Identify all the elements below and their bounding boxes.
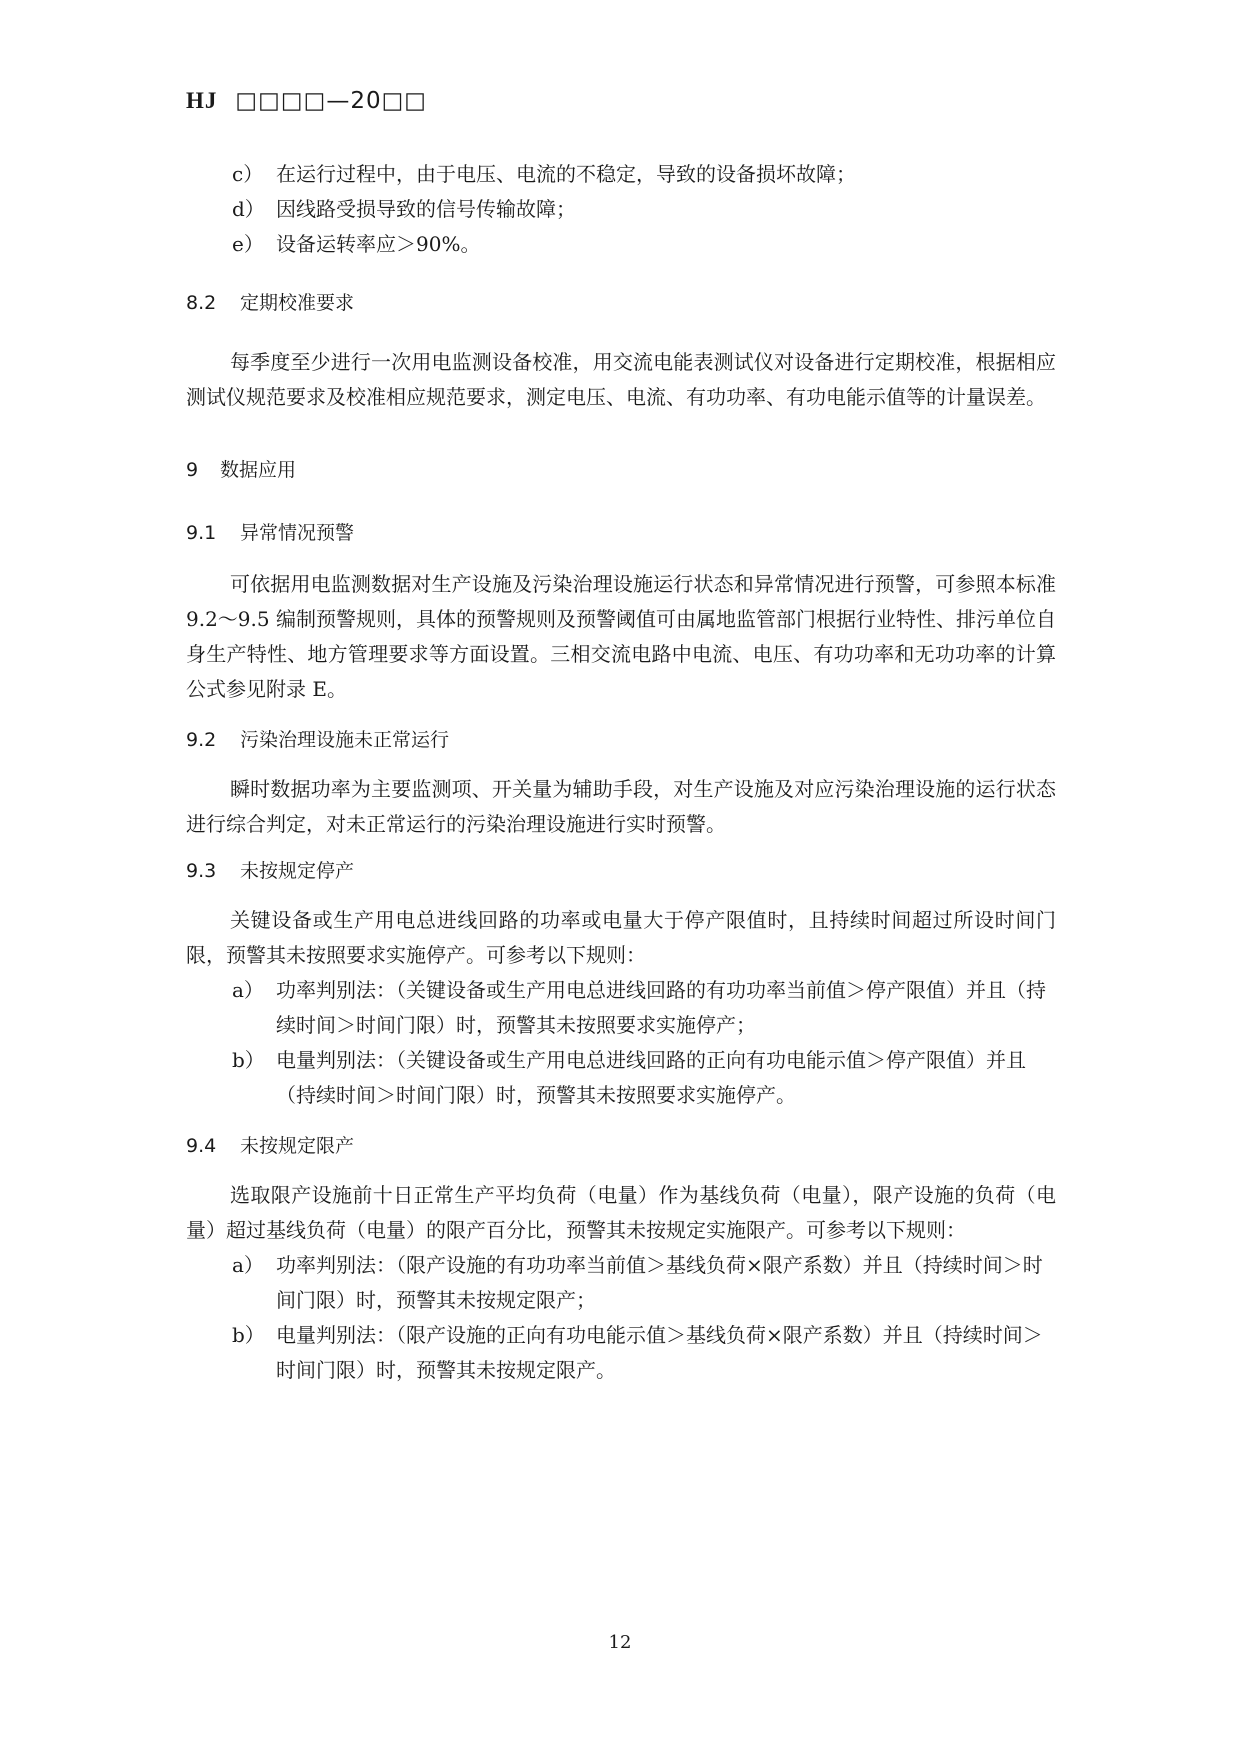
document-body [186,157,1056,1388]
list-item [186,1248,1056,1318]
section-paragraph: 每季度至少进行一次用电监测设备校准，用交流电能表测试仪对设备进行定期校准，根据相应测试仪规范要求及校准相应规范要求，测定电压、电流、有功功率、有功电能示值等的计量误差。 [186,350,1056,409]
section-number: 9.2 [186,729,217,751]
list-item [186,227,1056,262]
section-heading-9-2 [186,723,1056,758]
document-header [186,88,427,114]
section-number: 9.1 [186,522,217,544]
section-number: 9.4 [186,1135,217,1157]
section-paragraph: 关键设备或生产用电总进线回路的功率或电量大于停产限值时，且持续时间超过所设时间门限，预警其未按照要求实施停产。可参考以下规则： [186,908,1056,967]
section-number: 9 [186,459,199,481]
list-item-text: 功率判别法：（限产设施的有功功率当前值＞基线负荷×限产系数）并且（持续时间＞时间门限）时，预警其未按规定限产； [276,1253,1043,1312]
list-item-text: 在运行过程中，由于电压、电流的不稳定，导致的设备损坏故障； [276,162,856,186]
section-heading-9-4 [186,1129,1056,1164]
section-heading-9-3 [186,854,1056,889]
list-item-text: 电量判别法：（关键设备或生产用电总进线回路的正向有功电能示值＞停产限值）并且（持续时间＞时间门限）时，预警其未按照要求实施停产。 [276,1048,1026,1107]
section-paragraph: 选取限产设施前十日正常生产平均负荷（电量）作为基线负荷（电量），限产设施的负荷（电量）超过基线负荷（电量）的限产百分比，预警其未按规定实施限产。可参考以下规则： [186,1183,1056,1242]
list-item [186,1043,1056,1113]
list-marker: b） [232,1323,265,1347]
section-title: 未按规定停产 [240,860,355,882]
list-marker: b） [232,1048,265,1072]
standard-code: □□□□—20□□ [235,88,428,114]
list-item [186,973,1056,1043]
list-marker: a） [232,1253,264,1277]
section-number: 8.2 [186,292,217,314]
section-title: 异常情况预警 [240,522,355,544]
section-title: 未按规定限产 [240,1135,355,1157]
list-marker: c） [232,162,264,186]
standard-prefix: HJ [186,88,218,113]
section-heading-8-2 [186,286,1056,321]
section-title: 定期校准要求 [240,292,355,314]
section-heading-9 [186,453,1056,488]
list-item-text: 功率判别法：（关键设备或生产用电总进线回路的有功功率当前值＞停产限值）并且（持续时间＞时间门限）时，预警其未按照要求实施停产； [276,978,1046,1037]
section-paragraph: 瞬时数据功率为主要监测项、开关量为辅助手段，对生产设施及对应污染治理设施的运行状态进行综合判定，对未正常运行的污染治理设施进行实时预警。 [186,777,1056,836]
list-marker: d） [232,197,265,221]
list-item [186,1318,1056,1388]
list-item-text: 电量判别法：（限产设施的正向有功电能示值＞基线负荷×限产系数）并且（持续时间＞时间门限）时，预警其未按规定限产。 [276,1323,1043,1382]
section-heading-9-1 [186,516,1056,551]
section-title: 污染治理设施未正常运行 [240,729,450,751]
page-number: 12 [608,1632,632,1653]
list-item-text: 因线路受损导致的信号传输故障； [276,197,576,221]
section-number: 9.3 [186,860,217,882]
list-item-text: 设备运转率应＞90%。 [276,232,481,256]
list-marker: a） [232,978,264,1002]
list-marker: e） [232,232,264,256]
section-paragraph: 可依据用电监测数据对生产设施及污染治理设施运行状态和异常情况进行预警，可参照本标准 9.2～9.5 编制预警规则，具体的预警规则及预警阈值可由属地监管部门根据行业特性、排污单位自身生产特性、地方管理要求等方面设置。三相交流电路中电流、电压、有功功率和无功功率的计算公式参见附录 E。 [186,572,1056,701]
list-item [186,192,1056,227]
section-title: 数据应用 [220,459,297,481]
list-item [186,157,1056,192]
